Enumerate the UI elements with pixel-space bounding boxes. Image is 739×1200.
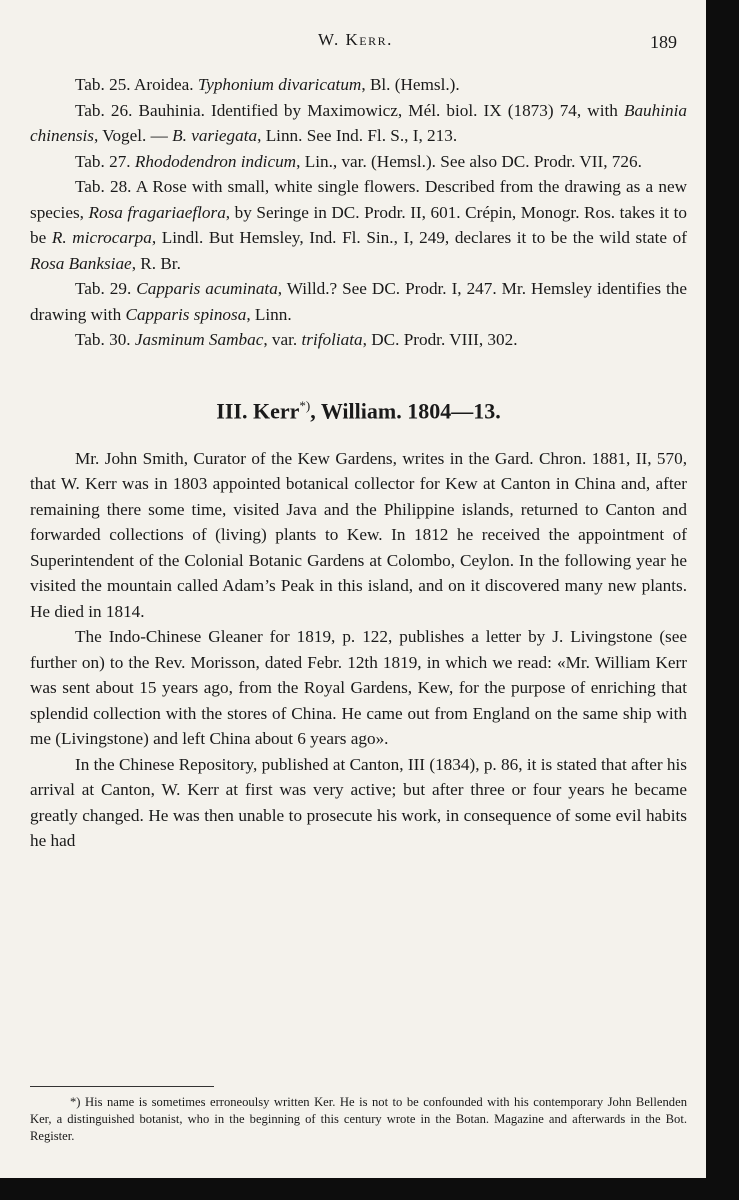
plate-entry-28: Tab. 28. A Rose with small, white single flowers. Described from the drawing as a new species, Rosa fragariaeflora, by Seringe in DC. Prodr. II, 601. Crépin, Monogr. Ros. takes it to be R. microcarpa, Lindl. But Hemsley, Ind. Fl. Sin., I, 249, declares it to be the wild state of Rosa Banksiae, R. Br. (30, 177, 688, 273)
plate-list (30, 72, 687, 353)
plate-entry-27: Tab. 27. Rhododendron indicum, Lin., var. (Hemsl.). See also DC. Prodr. VII, 726. (75, 151, 642, 171)
section-heading-title: III. Kerr (216, 397, 300, 423)
footnote-marker: *) (299, 397, 311, 413)
section-heading-dates: , William. 1804—13. (310, 397, 501, 423)
body-paragraph-1: Mr. John Smith, Curator of the Kew Gardens, writes in the Gard. Chron. 1881, II, 570, that W. Kerr was in 1803 appointed botanical collector for Kew at Canton in China and, after remaining there some time, visited Java and the Philippine islands, returned to Canton and forwarded collections of (living) plants to Kew. In 1812 he received the appointment of Superintendent of the Colonial Botanic Gardens at Colombo, Ceylon. In the following year he visited the mountain called Adam’s Peak in this island, and on it discovered many new plants. He died in 1814. (30, 448, 687, 621)
plate-entry-30: Tab. 30. Jasminum Sambac, var. trifoliata, DC. Prodr. VIII, 302. (75, 330, 518, 349)
body-paragraph-2: The Indo-Chinese Gleaner for 1819, p. 122, publishes a letter by J. Livingstone (see further on) to the Rev. Morisson, dated Febr. 12th 1819, in which we read: «Mr. William Kerr was sent about 15 years ago, from the Royal Gardens, Kew, for the purpose of enriching that splendid collection with the stores of China. He came out from England on the same ship with me (Livingstone) and left China about 6 years ago». (30, 627, 687, 749)
page-header (0, 30, 706, 56)
footnote-text: *) His name is sometimes erroneoulsy written Ker. He is not to be confounded with his contemporary John Bellenden Ker, a distinguished botanist, who in the beginning of this century wrote in the Botan. Magazine and afterwards in the Bot. Register. (30, 1095, 687, 1143)
plate-entry-26: Tab. 26. Bauhinia. Identified by Maximowicz, Mél. biol. IX (1873) 74, with Bauhinia chinensis, Vogel. — B. variegata, Linn. See Ind. Fl. S., I, 213. (30, 100, 687, 145)
footnote (30, 1094, 687, 1145)
body-paragraph-3: In the Chinese Repository, published at Canton, III (1834), p. 86, it is stated that after his arrival at Canton, W. Kerr at first was very active; but after three or four years he became greatly changed. He was then unable to prosecute his work, in consequence of some evil habits he had (30, 754, 687, 851)
page-body (30, 72, 687, 854)
footnote-rule (30, 1086, 214, 1087)
plate-entry-29: Tab. 29. Capparis acuminata, Willd.? See DC. Prodr. I, 247. Mr. Hemsley identifies the drawing with Capparis spinosa, Linn. (30, 279, 687, 324)
running-head: W. Kerr. (318, 30, 393, 49)
plate-entry-25: Tab. 25. Aroidea. Typhonium divaricatum, Bl. (Hemsl.). (75, 75, 460, 94)
section-heading (30, 391, 687, 426)
page-number: 189 (650, 32, 677, 52)
